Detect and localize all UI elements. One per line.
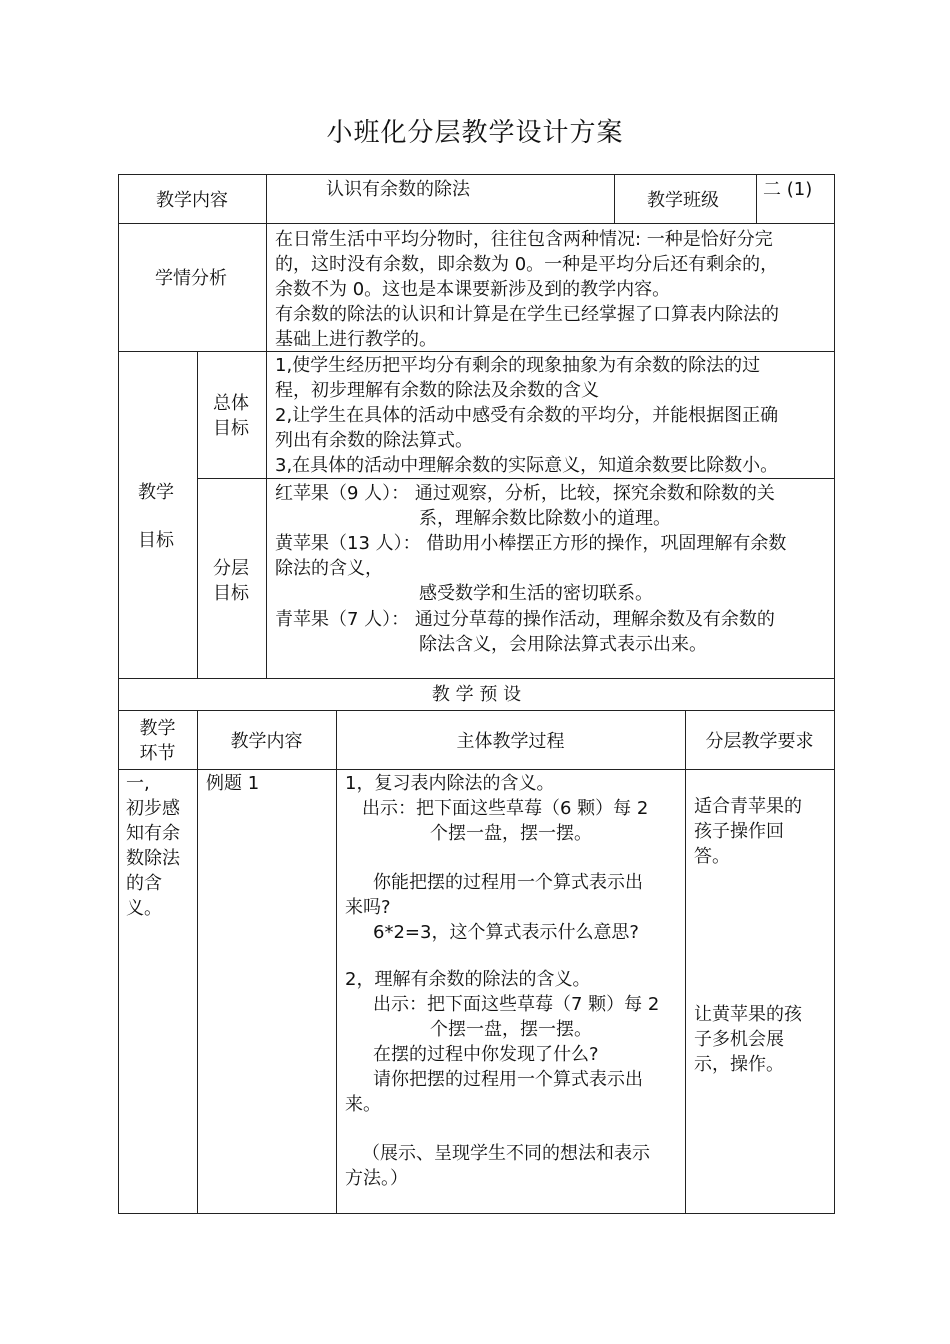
objectives-label-1: 教学 bbox=[138, 482, 174, 503]
col-tiered: 分层教学要求 bbox=[705, 731, 814, 752]
overall-label-2: 目标 bbox=[213, 418, 249, 439]
objectives-label-2: 目标 bbox=[138, 530, 174, 551]
content-cell: 例题 1 bbox=[206, 773, 260, 794]
content-label: 教学内容 bbox=[156, 190, 228, 211]
analysis-label: 学情分析 bbox=[155, 268, 227, 289]
col-content: 教学内容 bbox=[230, 731, 303, 752]
tier-label-2: 目标 bbox=[213, 583, 249, 604]
col-process: 主体教学过程 bbox=[456, 731, 565, 752]
overall-label-1: 总体 bbox=[213, 393, 249, 414]
tier-label-1: 分层 bbox=[213, 558, 249, 579]
content-value: 认识有余数的除法 bbox=[326, 179, 470, 200]
class-value: 二 (1) bbox=[763, 179, 813, 200]
col-stage-2: 环节 bbox=[139, 743, 176, 764]
preset-label: 教 学 预 设 bbox=[431, 684, 522, 705]
page-title: 小班化分层教学设计方案 bbox=[326, 118, 624, 148]
class-label: 教学班级 bbox=[647, 190, 719, 211]
col-stage-1: 教学 bbox=[139, 718, 176, 739]
